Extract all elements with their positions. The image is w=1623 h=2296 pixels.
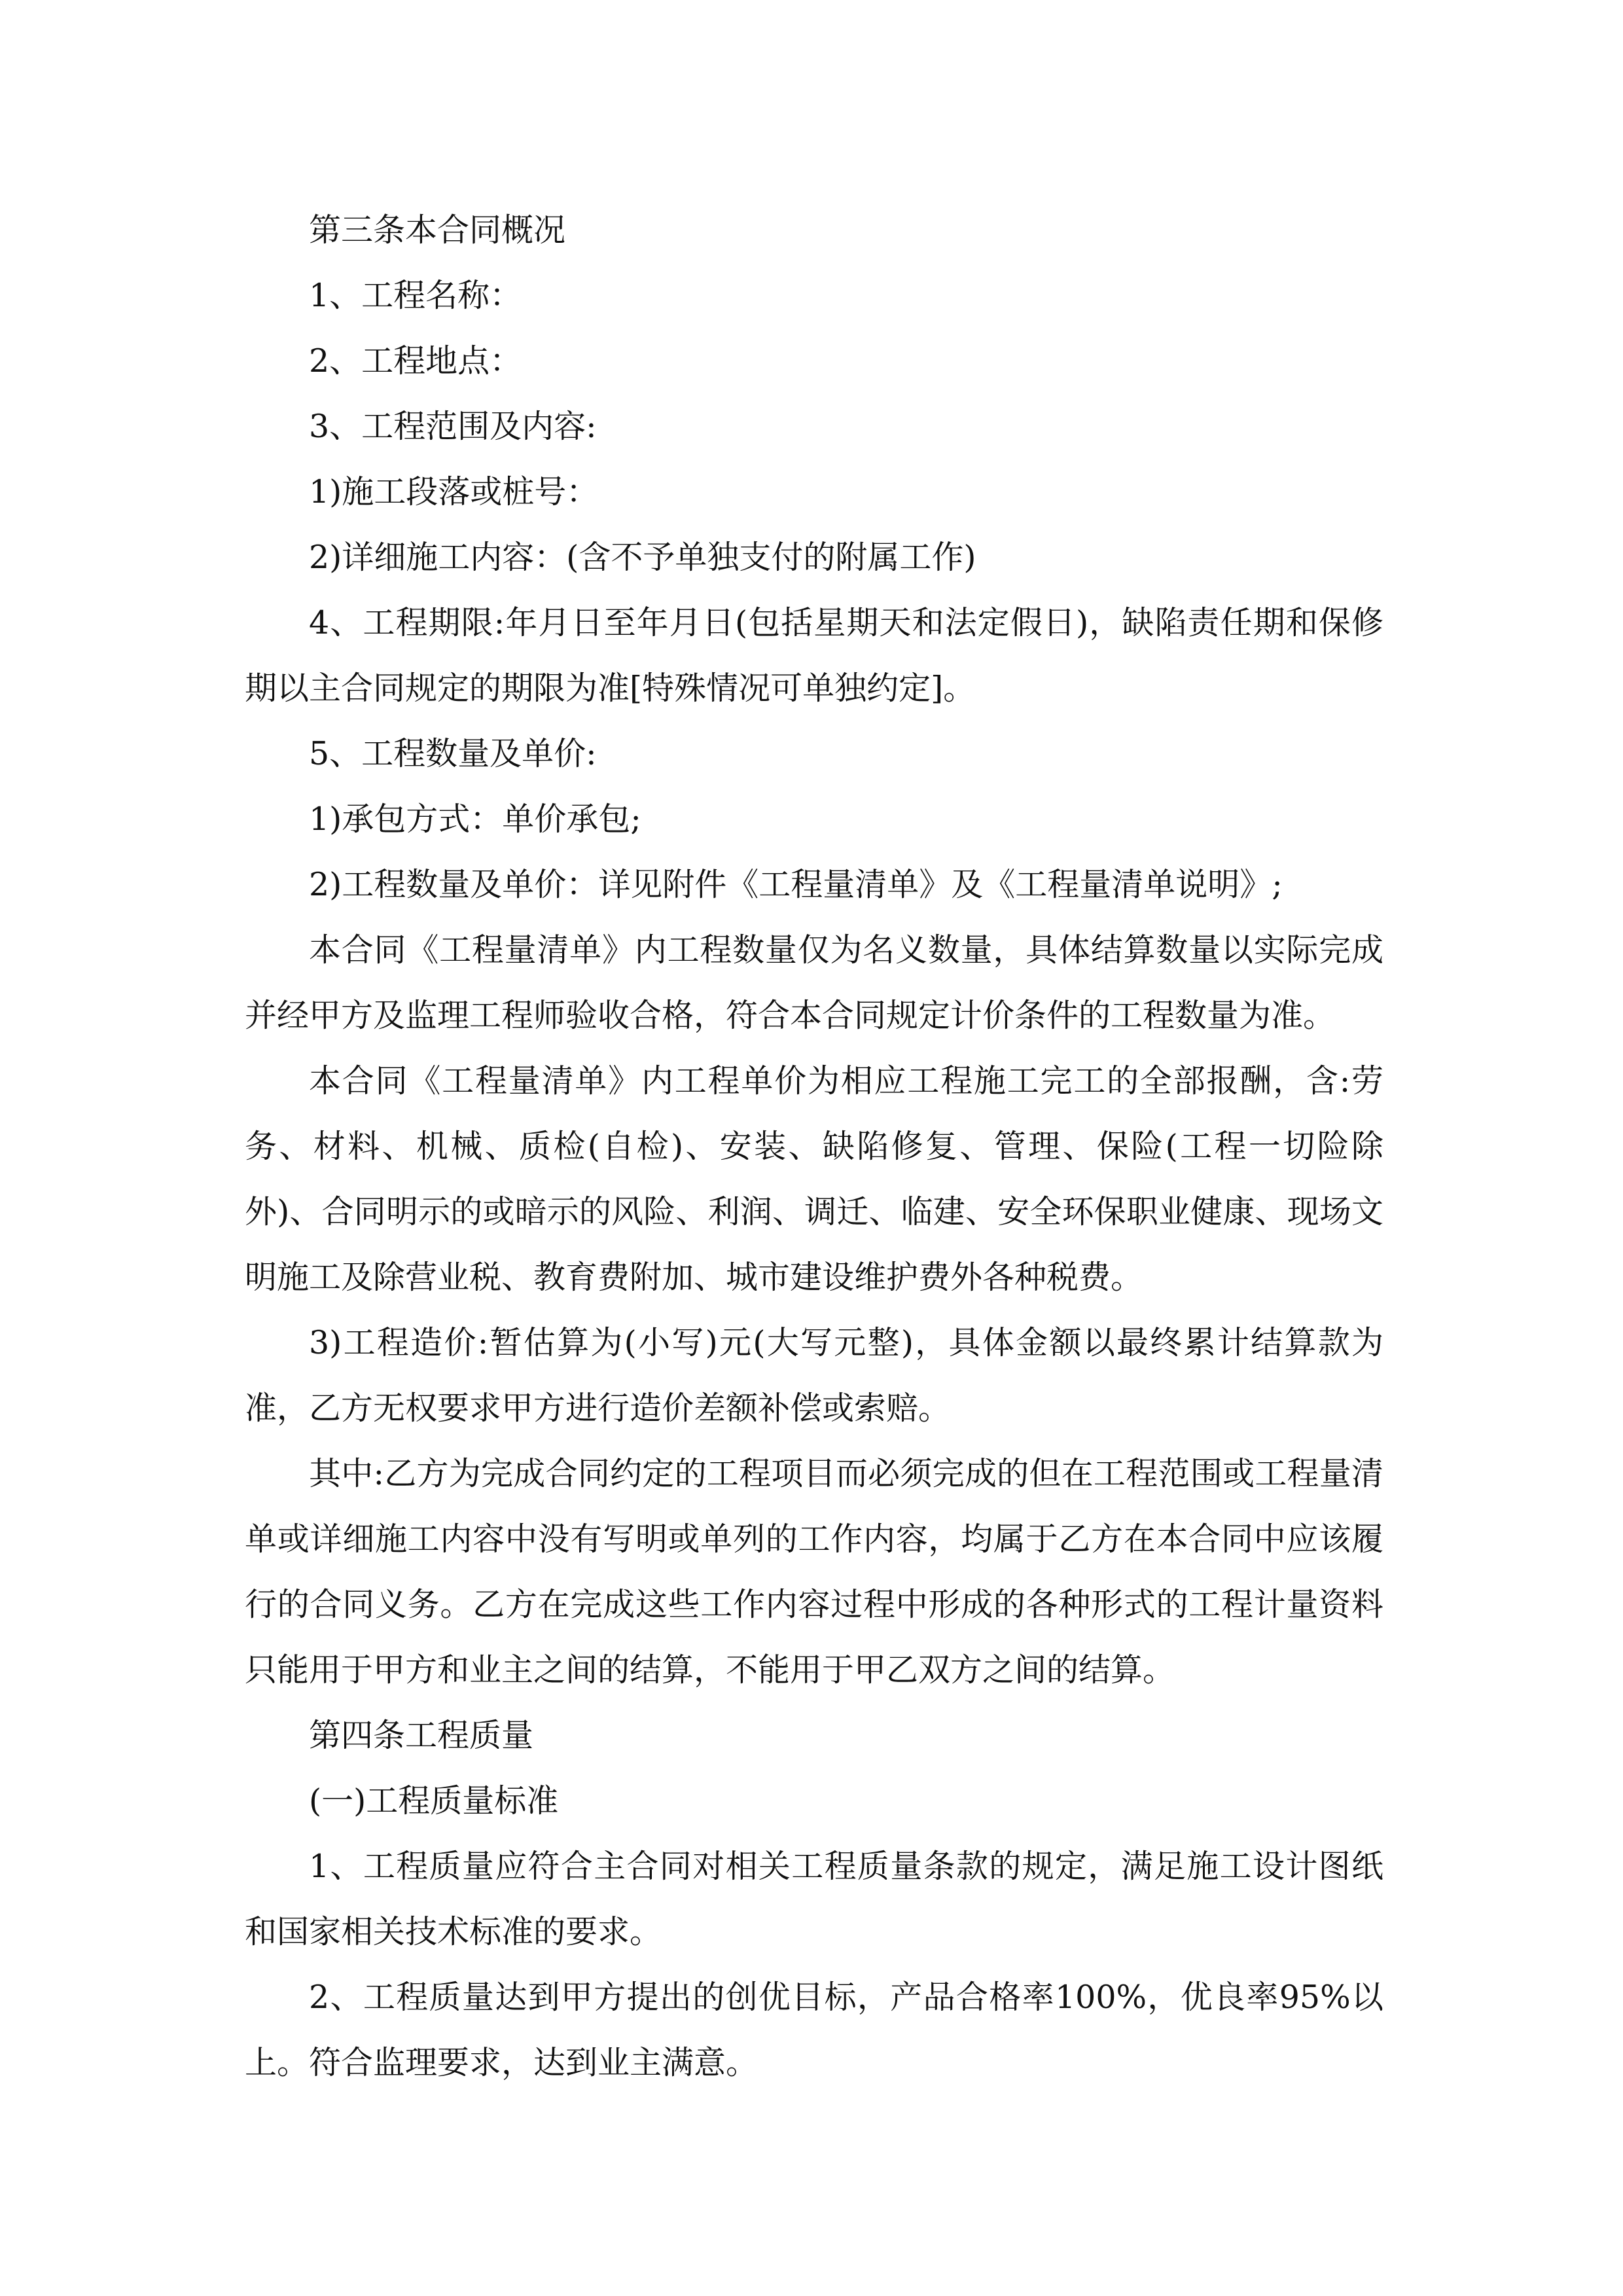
paragraph-construction-section: 1)施工段落或桩号： <box>309 473 599 511</box>
paragraph-construction-content: 2)详细施工内容：(含不予单独支付的附属工作) <box>309 539 976 576</box>
paragraph-nominal-quantity: 本合同《工程量清单》内工程数量仅为名义数量，具体结算数量以实际完成并经甲方及监理工程师验收合格，符合本合同规定计价条件的工程数量为准。 <box>245 931 1383 1034</box>
paragraph-project-name: 1、工程名称： <box>309 277 522 314</box>
section-heading-article-4: 第四条工程质量 <box>309 1717 534 1754</box>
paragraph-quantity-price: 5、工程数量及单价: <box>309 735 597 772</box>
section-heading-article-3: 第三条本合同概况 <box>309 211 566 249</box>
paragraph-project-location: 2、工程地点： <box>309 342 522 380</box>
paragraph-project-period: 4、工程期限:年月日至年月日(包括星期天和法定假日)，缺陷责任期和保修期以主合同规定的期限为准[特殊情况可单独约定]。 <box>245 604 1383 707</box>
paragraph-quality-target: 2、工程质量达到甲方提出的创优目标，产品合格率100%，优良率95%以上。符合监理要求，达到业主满意。 <box>245 1979 1383 2081</box>
paragraph-quantity-details: 2)工程数量及单价：详见附件《工程量清单》及《工程量清单说明》; <box>309 866 1283 903</box>
paragraph-obligations: 其中:乙方为完成合同约定的工程项目而必须完成的但在工程范围或工程量清单或详细施工内容中没有写明或单列的工作内容，均属于乙方在本合同中应该履行的合同义务。乙方在完成这些工作内容过程中形成的各种形式的工程计量资料只能用于甲方和业主之间的结算，不能用于甲乙双方之间的结算。 <box>245 1455 1383 1689</box>
document-body <box>245 198 1383 2096</box>
paragraph-contract-method: 1)承包方式：单价承包; <box>309 800 641 838</box>
paragraph-project-scope: 3、工程范围及内容: <box>309 408 597 445</box>
paragraph-unit-price-scope: 本合同《工程量清单》内工程单价为相应工程施工完工的全部报酬，含:劳务、材料、机械、质检(自检)、安装、缺陷修复、管理、保险(工程一切险除外)、合同明示的或暗示的风险、利润、调迁、临建、安全环保职业健康、现场文明施工及除营业税、教育费附加、城市建设维护费外各种税费。 <box>245 1062 1383 1296</box>
paragraph-quality-compliance: 1、工程质量应符合主合同对相关工程质量条款的规定，满足施工设计图纸和国家相关技术标准的要求。 <box>245 1848 1383 1950</box>
subsection-quality-standard: (一)工程质量标准 <box>309 1782 559 1820</box>
paragraph-project-cost: 3)工程造价:暂估算为(小写)元(大写元整)，具体金额以最终累计结算款为准，乙方无权要求甲方进行造价差额补偿或索赔。 <box>245 1324 1383 1427</box>
